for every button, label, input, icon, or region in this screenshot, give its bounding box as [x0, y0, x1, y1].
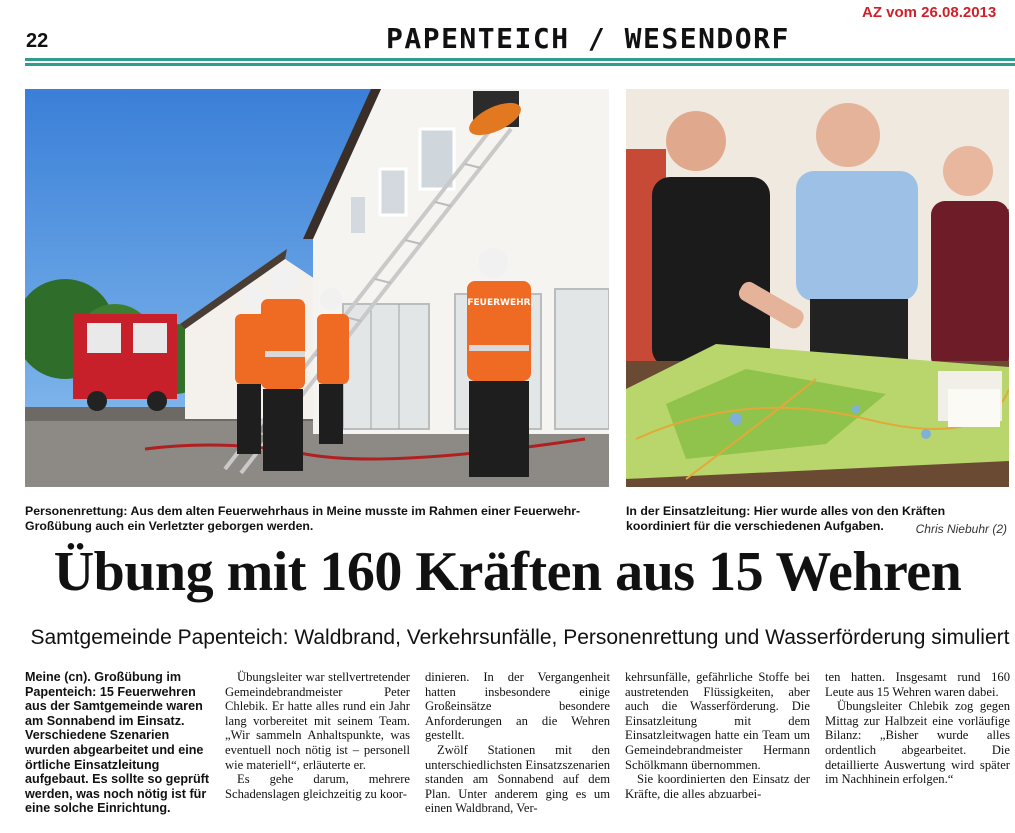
source-tag: AZ vom 26.08.2013	[862, 4, 997, 21]
article-paragraph: Es gehe darum, mehrere Schadenslagen gleichzeitig zu koor-	[225, 772, 410, 801]
vest-label: FEUERWEHR	[467, 298, 531, 308]
article-paragraph: kehrsunfälle, gefährliche Stoffe bei austretenden Flüssigkeiten, aber auch die Wasserförderung. Die Einsatzleitung mit dem Einsatzleitwagen hatte ein Team um Gemeindebrandmeister Hermann Schölkmann übernommen.	[625, 670, 810, 772]
article-paragraph: ten hatten. Insgesamt rund 160 Leute aus 15 Wehren waren dabei.	[825, 670, 1010, 699]
subheadline: Samtgemeinde Papenteich: Waldbrand, Verkehrsunfälle, Personenrettung und Wasserförderung simuliert	[30, 626, 1010, 649]
article-paragraph: Sie koordinierten den Einsatz der Kräfte, die alles abzuarbei-	[625, 772, 810, 801]
header-rule-bottom	[25, 63, 1015, 66]
article-lead-paragraph: Meine (cn). Großübung im Papenteich: 15 Feuerwehren aus der Samtgemeinde waren am Sonnabend im Einsatz. Verschiedene Szenarien wurden abgearbeitet und eine örtliche Einsatzleitung aufgebaut. Es sollte so geprüft werden, was noch nötig ist für eine solche Einrichtung.	[25, 670, 210, 816]
article-paragraph: Übungsleiter war stellvertretender Gemeindebrandmeister Peter Chlebik. Er hatte alles rund ein Jahr lang vorbereitet mit seinem Team. „Wir sammeln Anhaltspunkte, was eventuell noch nötig ist – personell wie materiell“, erläuterte er.	[225, 670, 410, 772]
photo-command-table-map	[626, 89, 1009, 487]
article-column-4	[625, 670, 810, 801]
article-paragraph: dinieren. In der Vergangenheit hatten insbesondere einige Großeinsätze besondere Anforderungen an die Wehren gestellt.	[425, 670, 610, 743]
photo-right-caption: In der Einsatzleitung: Hier wurde alles von den Kräften koordiniert für die verschiedenen Aufgaben.	[626, 504, 946, 533]
article-column-5	[825, 670, 1010, 787]
photo-firefighters-ladder	[25, 89, 609, 487]
article-column-2	[225, 670, 410, 801]
article-paragraph: Übungsleiter Chlebik zog gegen Mittag zur Halbzeit eine vorläufige Bilanz: „Bisher wurde alles ordentlich abgearbeitet. Die detaillierte Auswertung wird später im Nachhinein erfolgen.“	[825, 699, 1010, 787]
photo-credit: Chris Niebuhr (2)	[915, 522, 1007, 536]
header-rule-top	[25, 58, 1015, 61]
article-lead-column	[25, 670, 210, 816]
article-paragraph: Zwölf Stationen mit den unterschiedlichsten Einsatzszenarien standen am Sonnabend auf dem Plan. Unter anderem ging es um einen Waldbrand, Ver-	[425, 742, 610, 816]
article-column-3	[425, 670, 610, 816]
page-number: 22	[26, 30, 49, 52]
section-title: PAPENTEICH / WESENDORF	[386, 22, 790, 55]
headline: Übung mit 160 Kräften aus 15 Wehren	[53, 541, 962, 603]
photo-left-caption: Personenrettung: Aus dem alten Feuerwehrhaus in Meine musste im Rahmen einer Feuerwehr-Großübung auch ein Verletzter geborgen werden.	[25, 504, 581, 533]
